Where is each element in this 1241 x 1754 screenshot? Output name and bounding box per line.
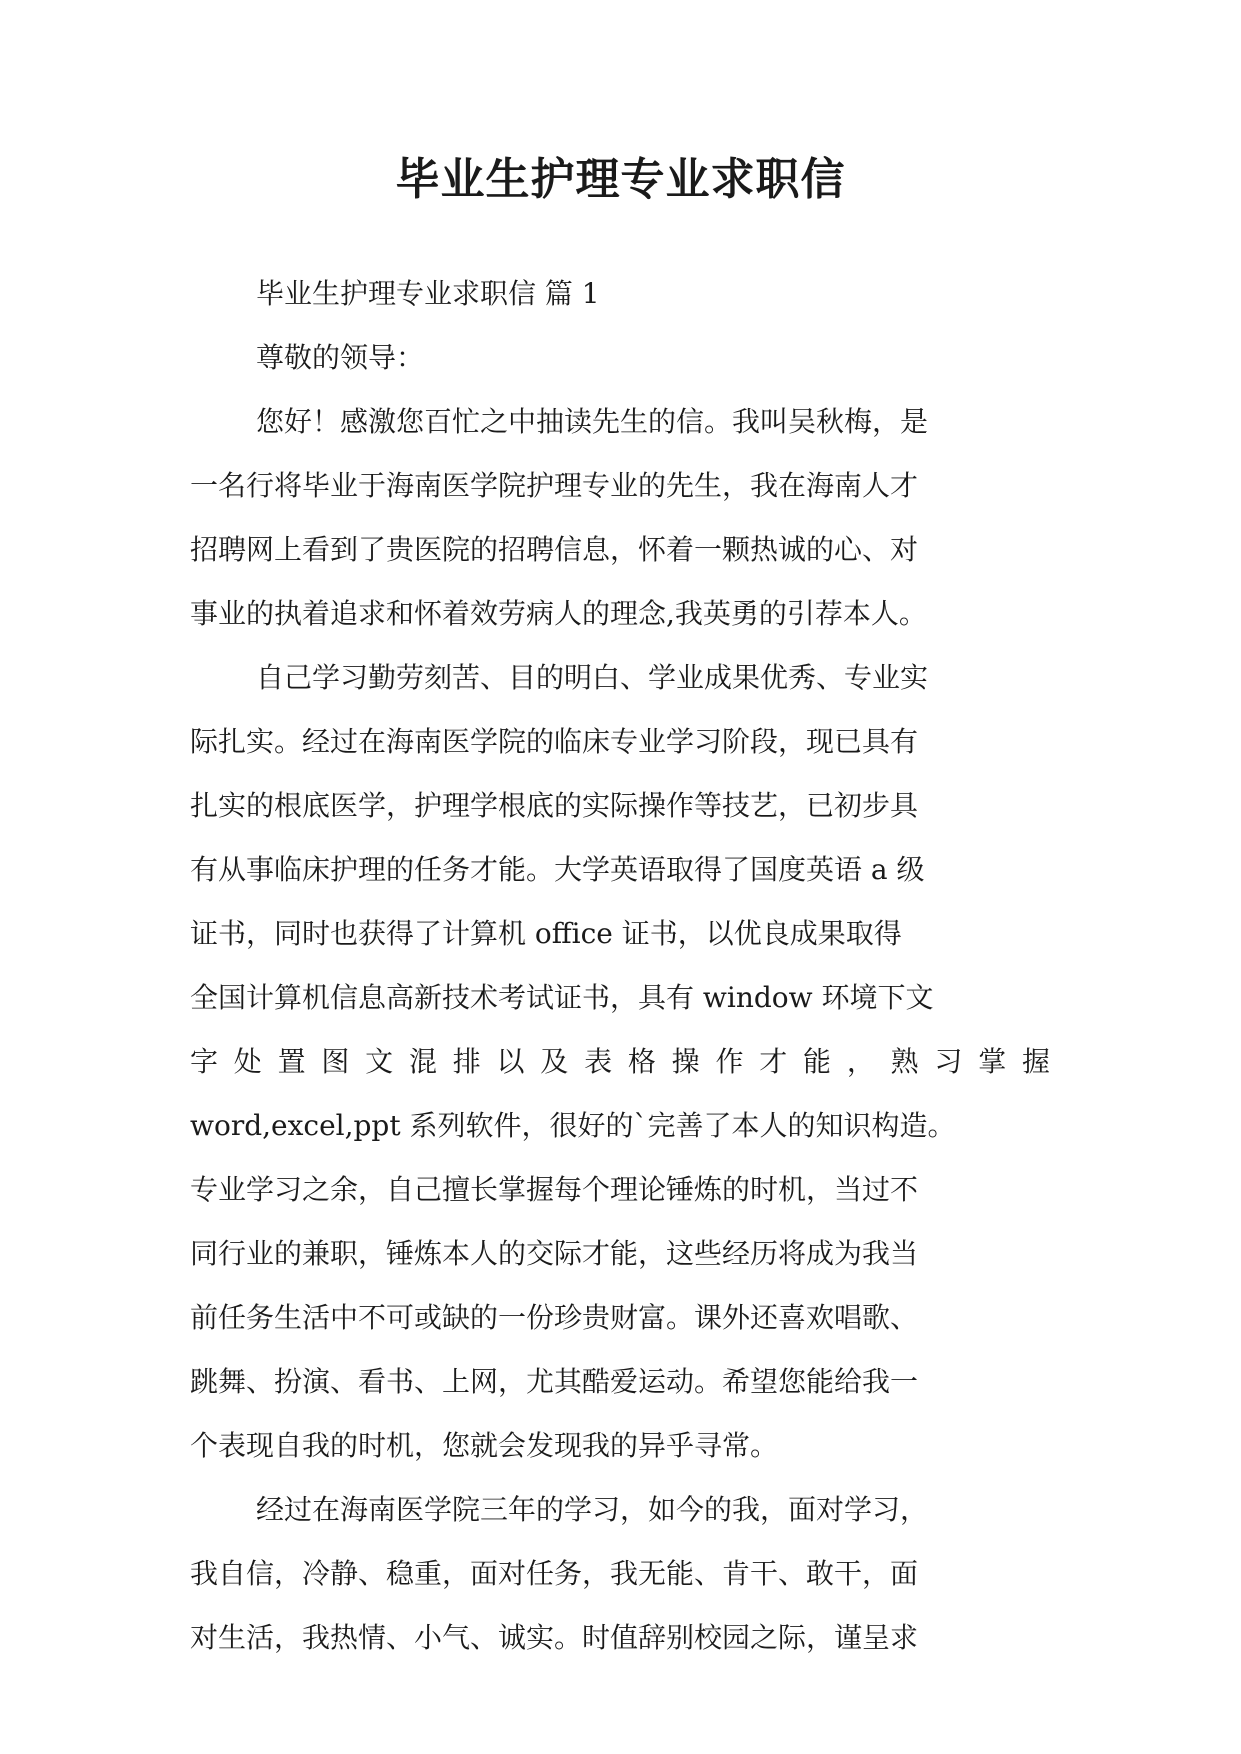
text-line: 全国计算机信息高新技术考试证书，具有 window 环境下文 [190,981,934,1014]
text-line: 前任务生活中不可或缺的一份珍贵财富。课外还喜欢唱歌、 [190,1301,919,1334]
text-line: 招聘网上看到了贵医院的招聘信息，怀着一颗热诚的心、对 [190,533,919,566]
text-line: 际扎实。经过在海南医学院的临床专业学习阶段，现已具有 [190,725,919,758]
text-line: 证书，同时也获得了计算机 office 证书，以优良成果取得 [190,917,902,950]
text-line: 一名行将毕业于海南医学院护理专业的先生，我在海南人才 [190,469,919,502]
text-line: 我自信，冷静、稳重，面对任务，我无能、肯干、敢干，面 [190,1557,919,1590]
text-line: 跳舞、扮演、看书、上网，尤其酷爱运动。希望您能给我一 [190,1365,919,1398]
text-line: 同行业的兼职，锤炼本人的交际才能，这些经历将成为我当 [190,1237,919,1270]
text-line: 扎实的根底医学，护理学根底的实际操作等技艺，已初步具 [190,789,919,822]
text-line: 字处置图文混排以及表格操作才能，熟习掌握 [190,1045,1050,1078]
salutation: 尊敬的领导： [256,341,425,374]
document-title: 毕业生护理专业求职信 [395,154,846,205]
text-line: 个表现自我的时机，您就会发现我的异乎寻常。 [190,1429,779,1462]
section-heading: 毕业生护理专业求职信 篇 1 [256,277,600,310]
text-line: 自己学习勤劳刻苦、目的明白、学业成果优秀、专业实 [256,661,929,694]
text-line: 事业的执着追求和怀着效劳病人的理念,我英勇的引荐本人。 [190,597,927,630]
text-line: word,excel,ppt 系列软件，很好的`完善了本人的知识构造。 [190,1109,956,1142]
text-line: 有从事临床护理的任务才能。大学英语取得了国度英语 a 级 [190,853,925,886]
text-line: 您好！感激您百忙之中抽读先生的信。我叫吴秋梅，是 [256,405,929,438]
text-line: 对生活，我热情、小气、诚实。时值辞别校园之际，谨呈求 [190,1621,919,1654]
text-line: 经过在海南医学院三年的学习，如今的我，面对学习， [256,1493,929,1526]
text-line: 专业学习之余，自己擅长掌握每个理论锤炼的时机，当过不 [190,1173,919,1206]
document-body [190,262,1050,1670]
